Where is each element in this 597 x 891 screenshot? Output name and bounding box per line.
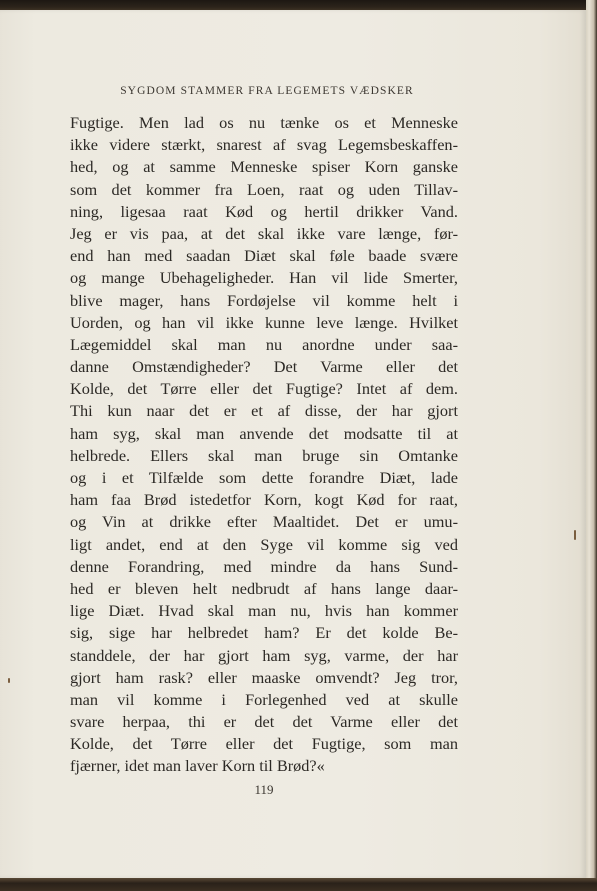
text-line: helbrede. Ellers skal man bruge sin Omtanke [70, 445, 458, 465]
text-line: Uorden, og han vil ikke kunne leve længe. Hvilket [70, 312, 458, 332]
text-line: sig, sige har helbredet ham? Er det kolde Be- [70, 623, 458, 643]
running-head: SYGDOM STAMMER FRA LEGEMETS VÆDSKER [120, 85, 414, 97]
text-line: danne Omstændigheder? Det Varme eller det [70, 357, 458, 377]
text-line: Jeg er vis paa, at det skal ikke vare længe, før- [70, 223, 458, 243]
text-line: som det kommer fra Loen, raat og uden Tillav- [70, 179, 458, 199]
text-line: ligt andet, end at den Syge vil komme sig ved [70, 534, 458, 554]
text-line: end han med saadan Diæt skal føle baade svære [70, 246, 458, 266]
body-text [70, 112, 458, 778]
top-scan-edge [0, 0, 597, 10]
text-line: Kolde, det Tørre eller det Fugtige? Intet af dem. [70, 379, 458, 399]
text-line: ning, ligesaa raat Kød og hertil drikker Vand. [70, 201, 458, 221]
page-number: 119 [254, 782, 274, 797]
margin-speck [574, 530, 576, 540]
text-line: standdele, der har gjort ham syg, varme, der har [70, 645, 458, 665]
text-line: Lægemiddel skal man nu anordne under saa- [70, 334, 458, 354]
bottom-scan-edge [0, 878, 597, 891]
right-page-edge [586, 0, 597, 891]
text-line: gjort ham rask? eller maaske omvendt? Jeg tror, [70, 667, 458, 687]
text-line: og Vin at drikke efter Maaltidet. Det er umu- [70, 512, 458, 532]
text-line: ham syg, skal man anvende det modsatte til at [70, 423, 458, 443]
text-line: og mange Ubehageligheder. Han vil lide Smerter, [70, 268, 458, 288]
page-paper [0, 10, 586, 878]
text-line: Thi kun naar det er et af disse, der har gjort [70, 401, 458, 421]
margin-speck [8, 678, 10, 683]
text-line: fjærner, idet man laver Korn til Brød?« [70, 756, 325, 776]
text-line: blive mager, hans Fordøjelse vil komme helt i [70, 290, 458, 310]
text-line: hed er bleven helt nedbrudt af hans lange daar- [70, 578, 458, 598]
text-line: denne Forandring, med mindre da hans Sund- [70, 556, 458, 576]
text-line: Fugtige. Men lad os nu tænke os et Menneske [70, 113, 458, 132]
text-line: lige Diæt. Hvad skal man nu, hvis han kommer [70, 601, 458, 621]
text-line: svare herpaa, thi er det det Varme eller det [70, 712, 458, 732]
text-line: hed, og at samme Menneske spiser Korn ganske [70, 157, 458, 177]
text-line: man vil komme i Forlegenhed ved at skulle [70, 689, 458, 709]
text-line: ham faa Brød istedetfor Korn, kogt Kød for raat, [70, 490, 458, 510]
text-line: Kolde, det Tørre eller det Fugtige, som man [70, 734, 458, 754]
text-line: ikke videre stærkt, snarest af svag Legemsbeskaffen- [70, 135, 458, 155]
text-line: og i et Tilfælde som dette forandre Diæt, lade [70, 468, 458, 487]
